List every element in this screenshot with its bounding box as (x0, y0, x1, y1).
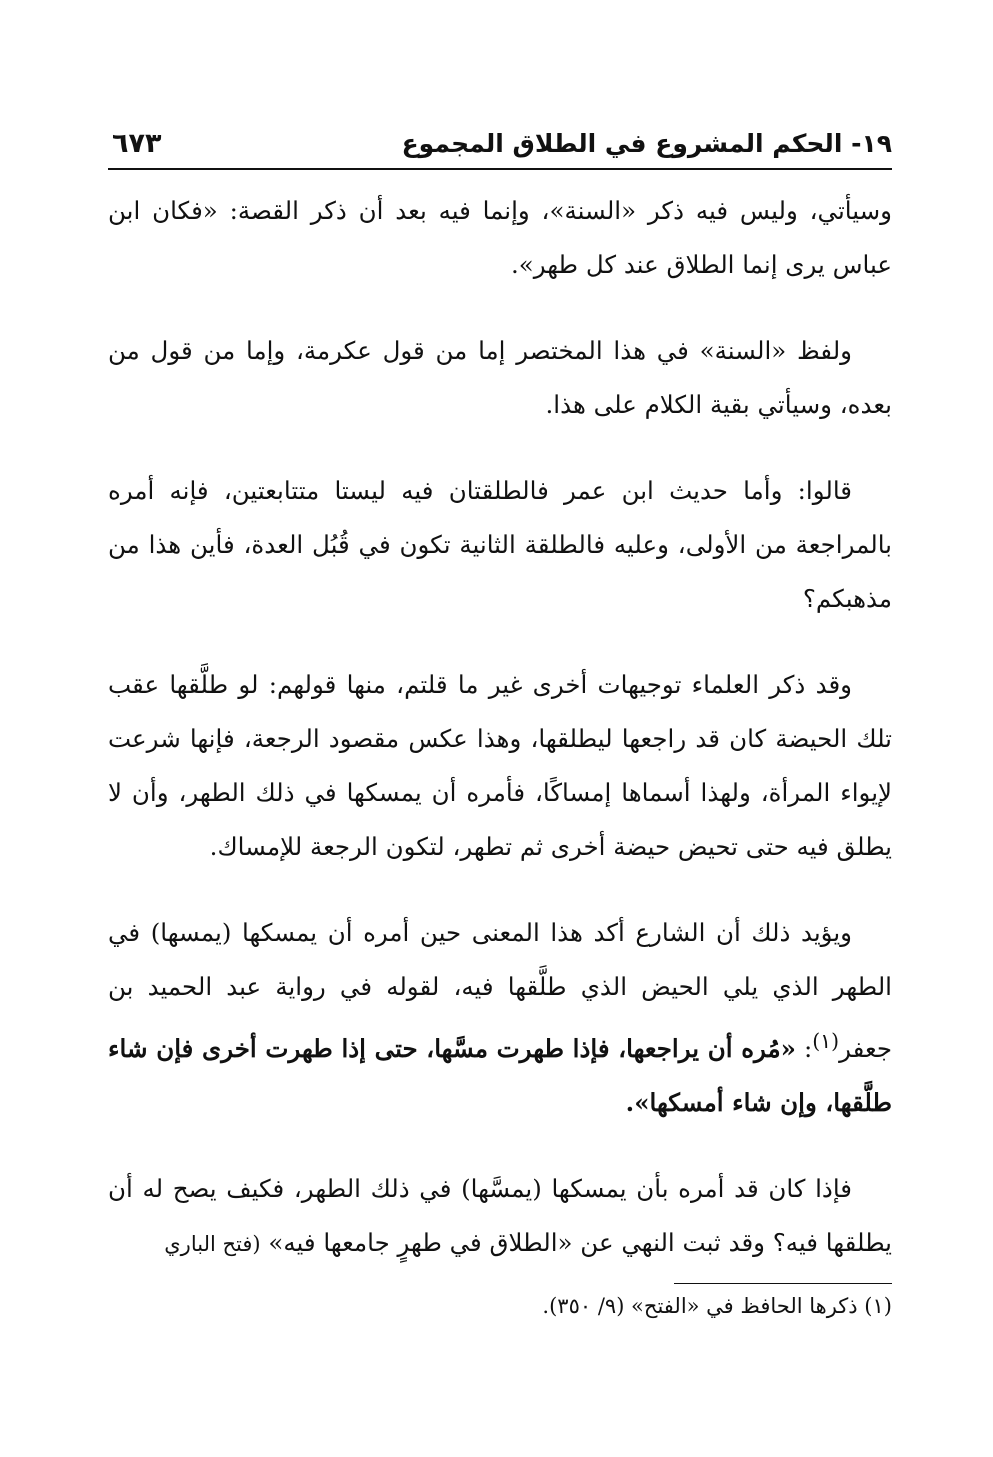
paragraph (108, 1162, 892, 1271)
paragraph-text: قالوا: وأما حديث ابن عمر فالطلقتان فيه ليستا متتابعتين، فإنه أمره بالمراجعة من الأولى، وعليه فالطلقة الثانية تكون في قُبُل العدة، فأين هذا من مذهبكم؟ (108, 476, 892, 613)
paragraph (108, 324, 892, 432)
paragraph-text: وسيأتي، وليس فيه ذكر «السنة»، وإنما فيه بعد أن ذكر القصة: «فكان ابن عباس يرى إنما الطلاق عند كل طهر». (108, 196, 892, 279)
paragraph (108, 184, 892, 292)
footnote: (١) ذكرها الحافظ في «الفتح» (٩/ ٣٥٠). (542, 1294, 892, 1318)
colon-text: : (796, 1034, 813, 1064)
footnote-reference[interactable]: (١) (812, 1029, 840, 1053)
hadith-quote: «مُره أن يراجعها، فإذا طهرت مسَّها، حتى إذا طهرت أخرى فإن شاء طلَّقها، وإن شاء أمسكها». (108, 1034, 892, 1118)
chapter-title: ١٩- الحكم المشروع في الطلاق المجموع (401, 129, 892, 158)
citation-text: (فتح الباري (164, 1232, 261, 1257)
paragraph (108, 906, 892, 1130)
paragraph (108, 464, 892, 626)
footnote-separator (674, 1283, 892, 1284)
paragraph-text: ويؤيد ذلك أن الشارع أكد هذا المعنى حين أمره أن يمسكها (يمسها) في الطهر الذي يلي الحيض الذي طلَّقها فيه، لقوله في رواية عبد الحميد بن جعفر (108, 918, 892, 1064)
running-header (108, 126, 892, 170)
paragraph-text: ولفظ «السنة» في هذا المختصر إما من قول عكرمة، وإما من قول من بعده، وسيأتي بقية الكلام على هذا. (108, 336, 892, 419)
page-number: ٦٧٣ (112, 128, 162, 159)
paragraph (108, 658, 892, 874)
body-text (108, 184, 892, 1303)
paragraph-text: وقد ذكر العلماء توجيهات أخرى غير ما قلتم، منها قولهم: لو طلَّقها عقب تلك الحيضة كان قد راجعها ليطلقها، وهذا عكس مقصود الرجعة، فإنها شرعت لإيواء المرأة، ولهذا أسماها إمساكًا، فأمره أن يمسكها في ذلك الطهر، وأن لا يطلق فيه حتى تحيض حيضة أخرى ثم تطهر، لتكون الرجعة للإمساك. (108, 670, 892, 861)
paragraph-text: فإذا كان قد أمره بأن يمسكها (يمسَّها) في ذلك الطهر، فكيف يصح له أن يطلقها فيه؟ وقد ثبت النهي عن «الطلاق في طهرٍ جامعها فيه» (108, 1174, 892, 1258)
